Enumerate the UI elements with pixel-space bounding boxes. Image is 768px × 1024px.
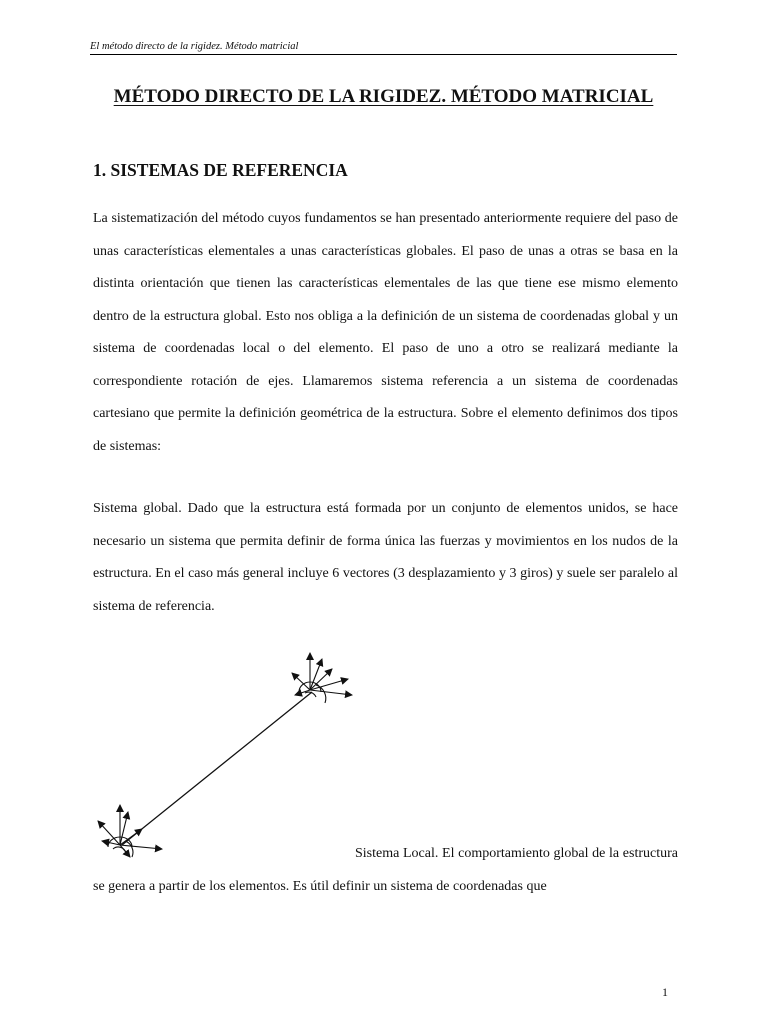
paragraph-global-system: Sistema global. Dado que la estructura está formada por un conjunto de elementos unidos, se hace necesario un sistema que permita definir de forma única las fuerzas y movimientos en los nudos de la estructura. En el caso más general incluye 6 vectores (3 desplazamiento y 3 giros) y suele ser paralelo al sistema de referencia.	[93, 501, 678, 614]
paragraph-intro: La sistematización del método cuyos fundamentos se han presentado anteriormente requiere del paso de unas características elementales a unas características globales. El paso de unas a otras se basa en la distinta orientación que tienen las características elementales de las que tiene ese mismo elemento dentro de la estructura global. Esto nos obliga a la definición de un sistema de coordenadas global y un sistema de coordenadas local o del elemento. El paso de uno a otro se realizará mediante la correspondiente rotación de ejes. Llamaremos sistema referencia a un sistema de coordenadas cartesiano que permite la definición geométrica de la estructura. Sobre el elemento definimos dos tipos de sistemas:	[93, 211, 678, 454]
document-title: MÉTODO DIRECTO DE LA RIGIDEZ. MÉTODO MATRICIAL	[113, 86, 654, 107]
page-number: 1	[662, 985, 668, 999]
node-end-axes	[292, 653, 352, 703]
paragraph-local-system: Sistema Local. El comportamiento global de la estructura se genera a partir de los elementos. Es útil definir un sistema de coordenadas que	[93, 846, 678, 894]
section-heading: 1. SISTEMAS DE REFERENCIA	[93, 160, 348, 180]
running-header: El método directo de la rigidez. Método matricial	[90, 41, 677, 55]
beam-element-diagram	[80, 645, 380, 865]
beam-element-line	[122, 692, 312, 845]
